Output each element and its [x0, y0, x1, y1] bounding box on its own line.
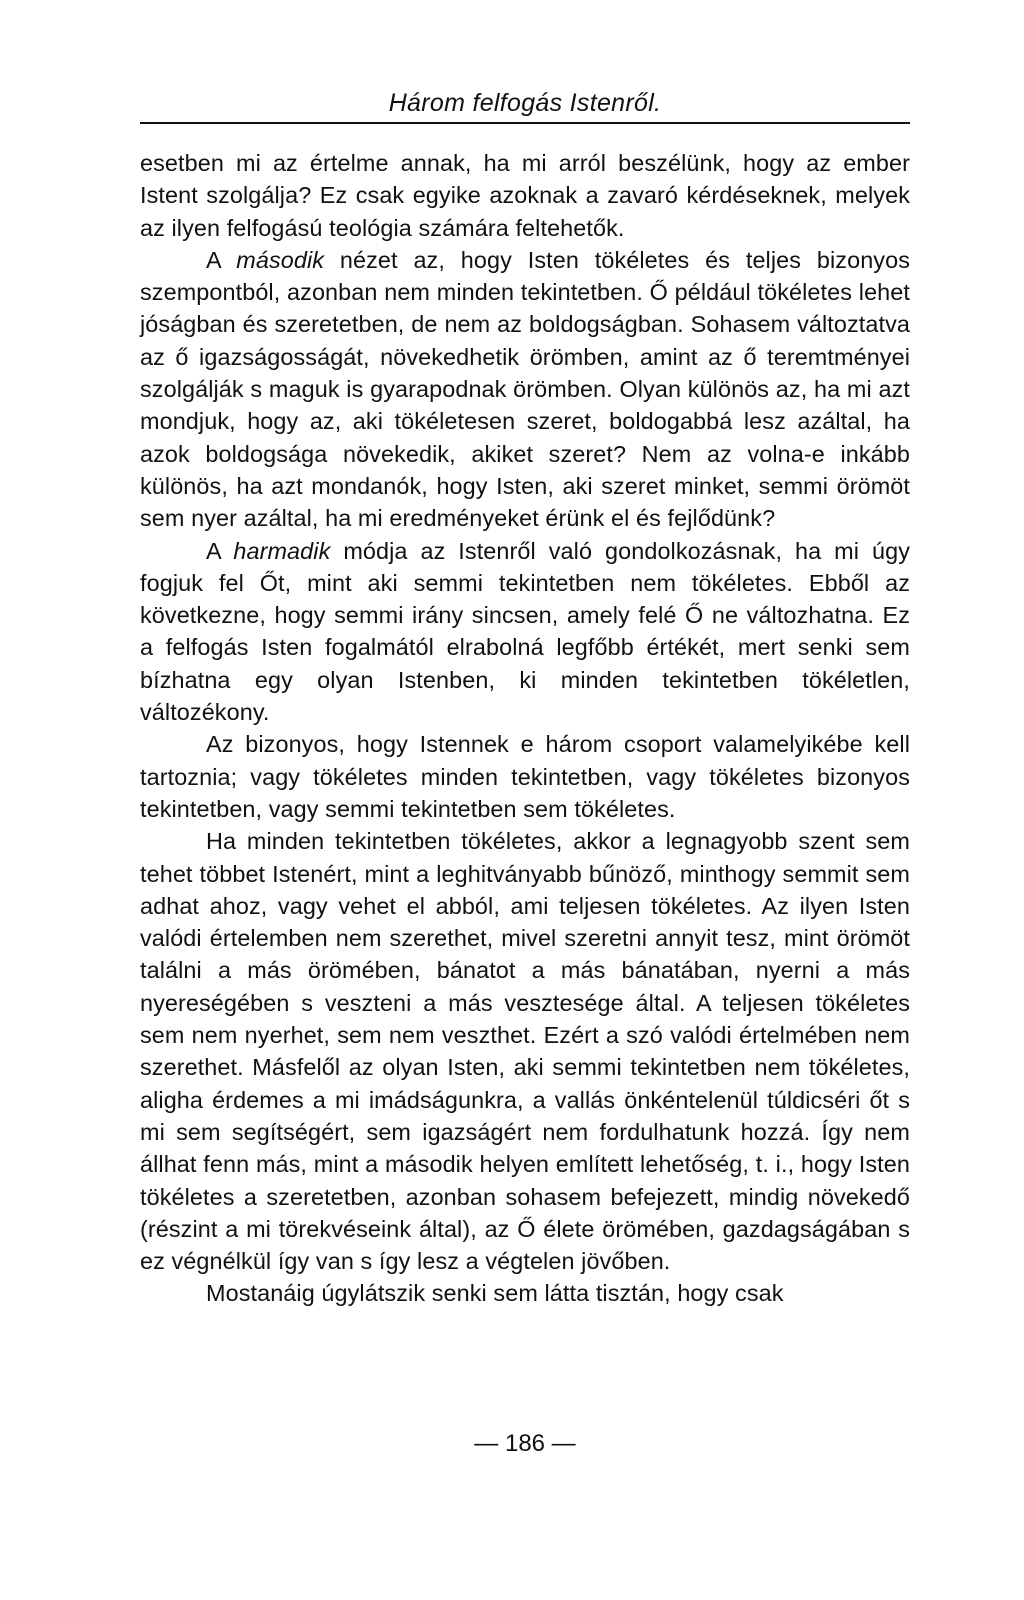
paragraph-4: Az bizonyos, hogy Istennek e három csoport valamelyikébe kell tartoznia; vagy tökéletes minden tekintetben, vagy tökéletes bizonyos tekintetben, vagy semmi tekintetben sem tökéletes.: [140, 731, 910, 822]
paragraph-5: Ha minden tekintetben tökéletes, akkor a legnagyobb szent sem tehet többet Istenért, mint a leghitványabb bűnöző, minthogy semmit sem adhat ahoz, vagy vehet el abból, ami teljesen tökéletes. Az ilyen Isten valódi értelemben nem szerethet, mivel szeretni annyit tesz, mint örömöt találni a más örömében, bánatot a más bánatában, nyerni a más nyereségében s veszteni a más vesztesége által. A teljesen tökéletes sem nem nyerhet, sem nem veszthet. Ezért a szó valódi értelmében nem szerethet. Másfelől az olyan Isten, aki semmi tekintetben nem tökéletes, aligha érdemes a mi imádságunkra, a vallás önkéntelenül túldicséri őt s mi sem segítségért, sem igazságért nem fordulhatunk hozzá. Így nem állhat fenn más, mint a második helyen említett lehetőség, t. i., hogy Isten tökéletes a szeretetben, azonban sohasem befejezett, mindig növekedő (részint a mi törekvéseink által), az Ő élete örömében, gazdagságában s ez végnélkül így van s így lesz a végtelen jövőben.: [140, 828, 910, 1275]
body-text: [140, 147, 910, 1310]
paragraph-1: esetben mi az értelme annak, ha mi arról beszélünk, hogy az ember Istent szolgálja? Ez csak egyike azoknak a zavaró kérdéseknek, melyek az ilyen felfogású teológia számára feltehetők.: [140, 150, 910, 241]
paragraph-3-rest: módja az Istenről való gondolkozásnak, ha mi úgy fogjuk fel Őt, mint aki semmi tekintetben nem tökéletes. Ebből az következne, hogy semmi irány sincsen, amely felé Ő ne változhatna. Ez a felfogás Isten fogalmától elrabolná legfőbb értékét, mert senki sem bízhatna egy olyan Istenben, ki minden tekintetben tökéletlen, változékony.: [140, 537, 910, 726]
paragraph-2-start: A: [206, 246, 237, 273]
book-page: [140, 0, 910, 1600]
paragraph-3: [140, 535, 910, 729]
emphasis-masodik: második: [236, 246, 325, 273]
paragraph-2-rest: nézet az, hogy Isten tökéletes és teljes bizonyos szempontból, azonban nem minden tekintetben. Ő például tökéletes lehet jóságban és szeretetben, de nem az boldogságban. Sohasem változtatva az ő igazságosságát, növekedhetik örömben, amint az ő teremtményei szolgálják s maguk is gyarapodnak örömben. Olyan különös az, ha mi azt mondjuk, hogy az, aki tökéletesen szeret, boldogabbá lesz azáltal, ha azok boldogsága növekedik, akiket szeret? Nem az volna-e inkább különös, ha azt mondanók, hogy Isten, aki szeret minket, semmi örömöt sem nyer azáltal, ha mi eredményeket érünk el és fejlődünk?: [140, 246, 910, 532]
page-number: — 186 —: [474, 1430, 576, 1457]
paragraph-2: [140, 244, 910, 535]
emphasis-harmadik: harmadik: [233, 537, 331, 564]
paragraph-3-start: A: [206, 537, 234, 564]
running-title: Három felfogás Istenről.: [388, 89, 662, 117]
paragraph-6: Mostanáig úgylátszik senki sem látta tisztán, hogy csak: [206, 1280, 784, 1307]
header-rule: [140, 122, 910, 124]
